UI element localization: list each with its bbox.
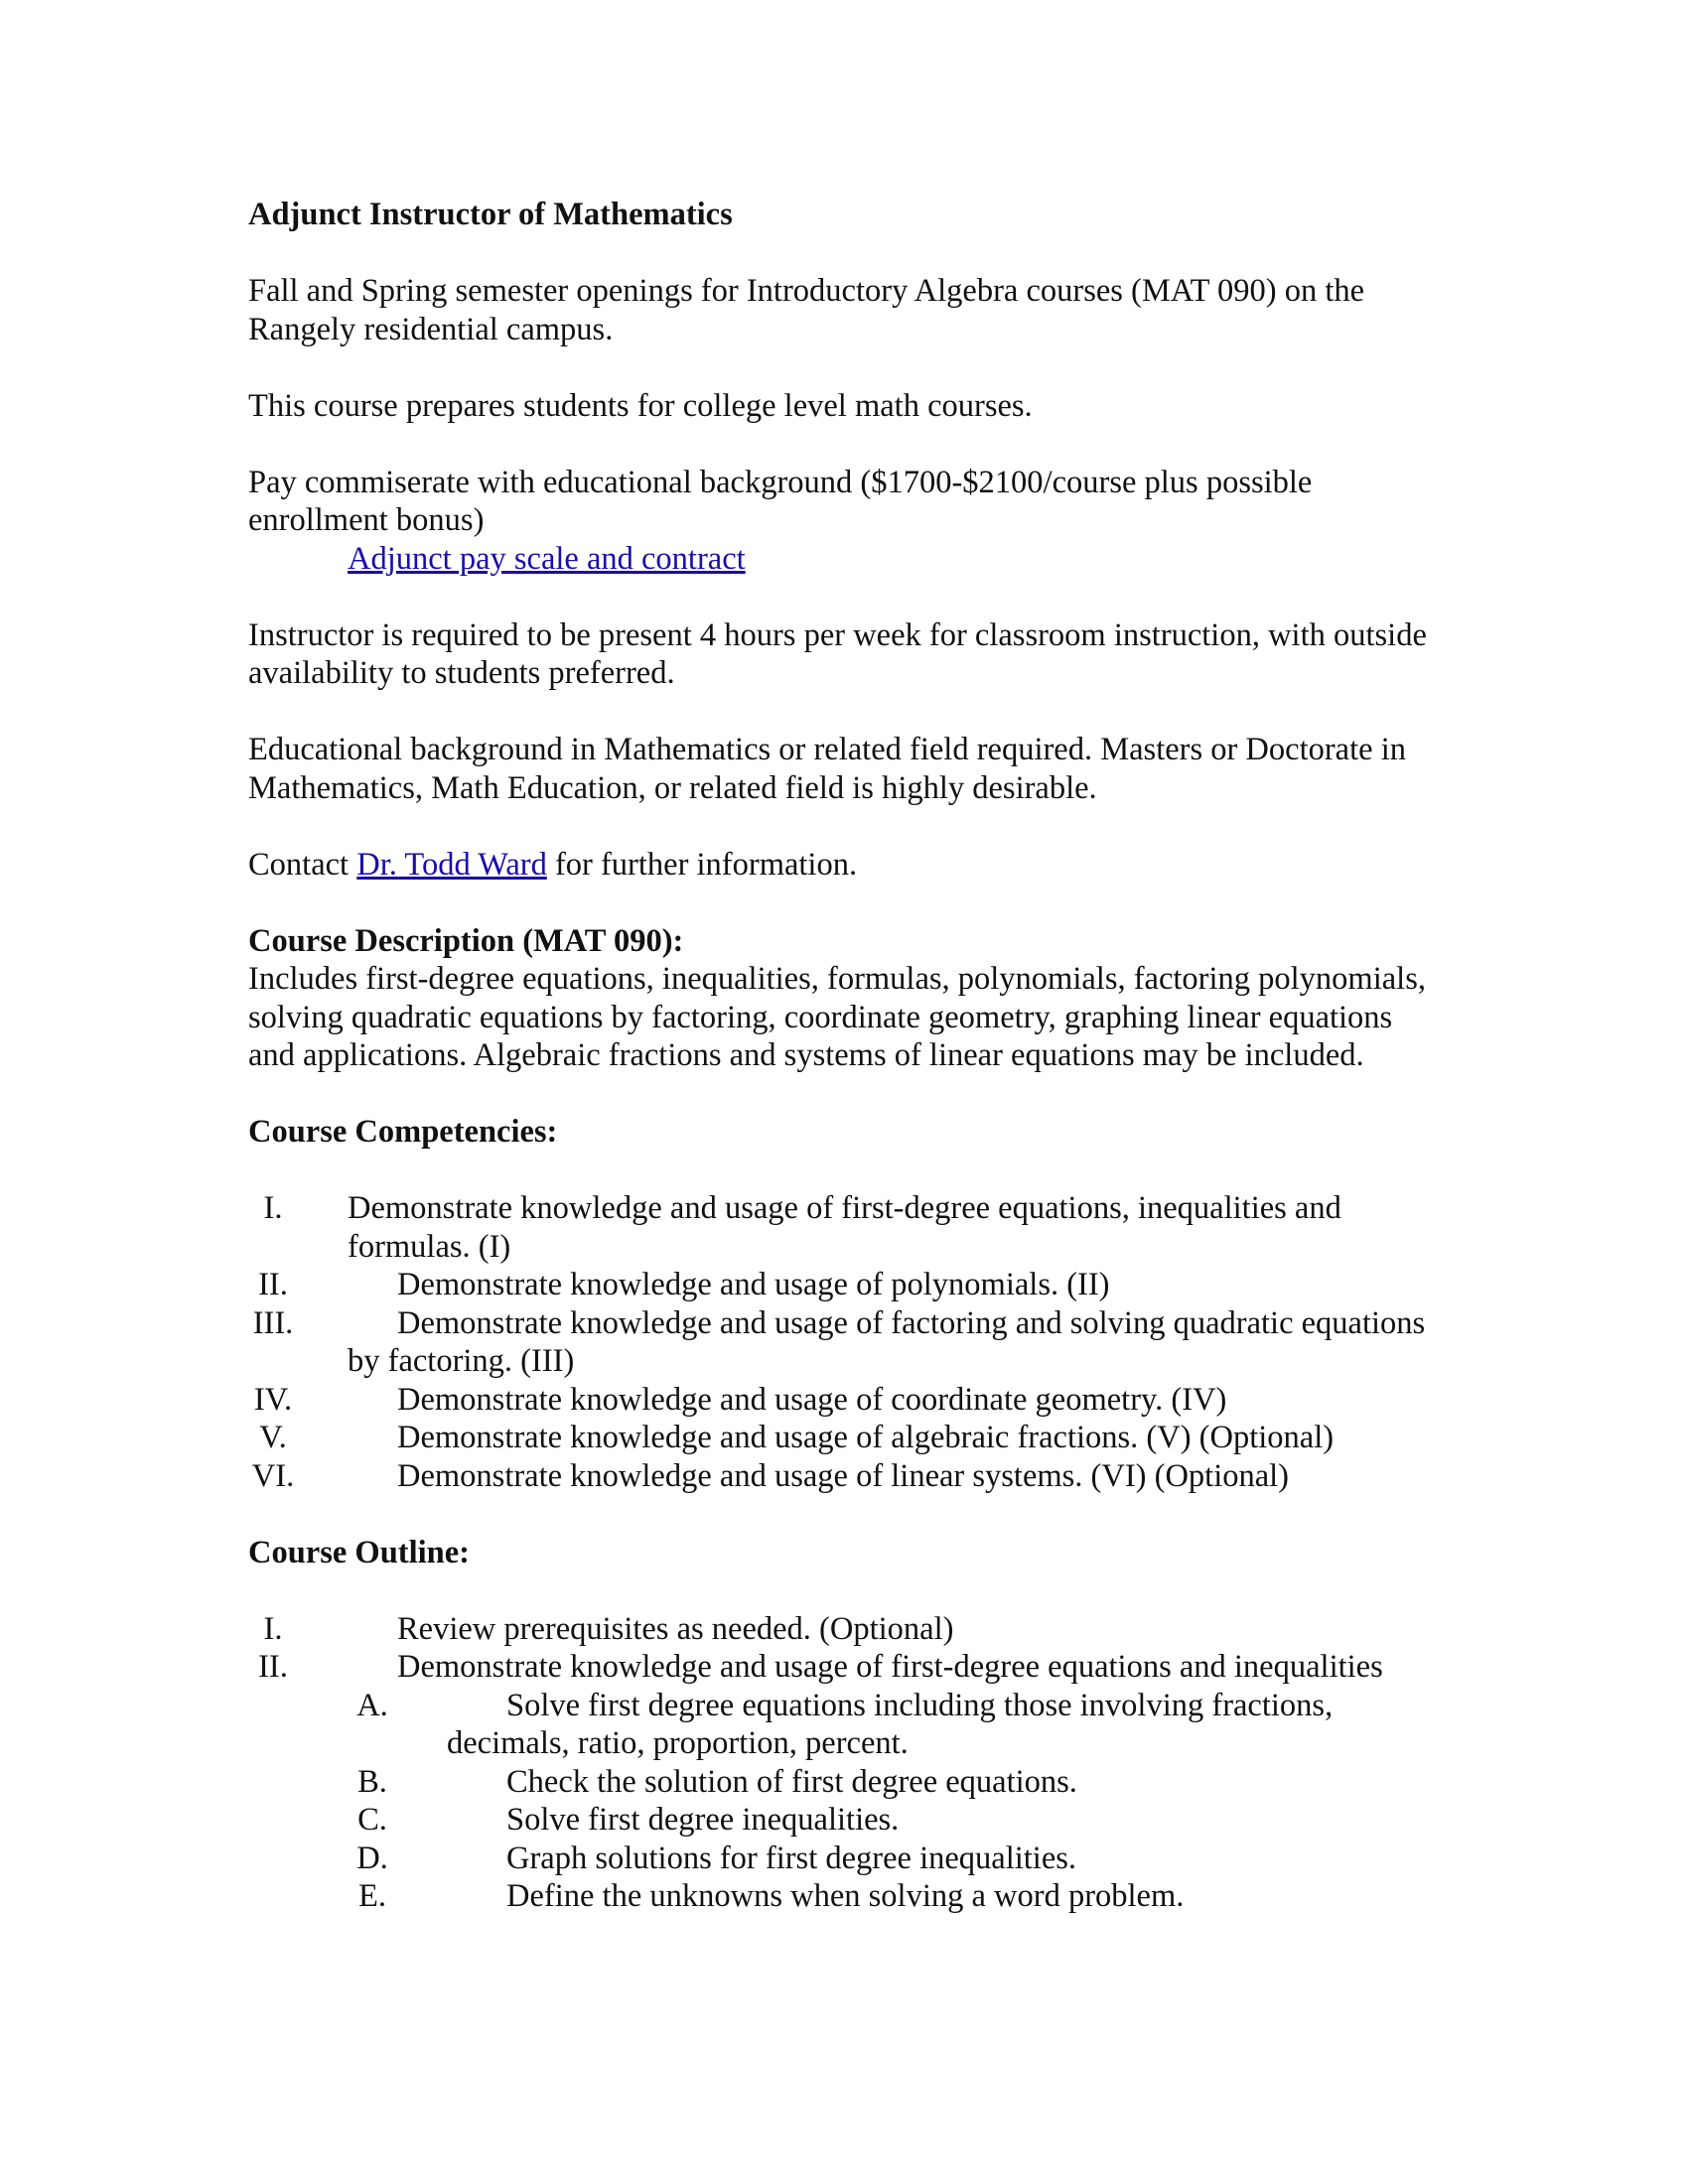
outline-heading: Course Outline: <box>248 1534 470 1570</box>
list-item <box>248 1648 1440 1687</box>
sub-list-letter: B. <box>357 1763 387 1800</box>
education-paragraph: Educational background in Mathematics or related field required. Masters or Doctorate in Mathematics, Math Education, or related field is highly desirable. <box>248 732 1406 806</box>
spacer <box>248 884 1440 922</box>
list-number: VI. <box>251 1457 295 1494</box>
sub-list-item-text: Solve first degree inequalities. <box>506 1802 900 1838</box>
spacer <box>248 234 1440 273</box>
sub-list-item <box>248 1877 1440 1916</box>
presence-paragraph: Instructor is required to be present 4 hours per week for classroom instruction, with outside availability to students preferred. <box>248 616 1427 691</box>
spacer <box>248 1075 1440 1114</box>
sub-list-item <box>248 1687 1440 1763</box>
contact-link[interactable]: Dr. Todd Ward <box>356 846 547 883</box>
spacer <box>248 1152 1440 1190</box>
list-item <box>248 1610 1440 1649</box>
sub-list-item-text: Define the unknowns when solving a word problem. <box>506 1878 1185 1914</box>
sub-list-item-text: Solve first degree equations including those involving fractions, decimals, ratio, proportion, percent. <box>447 1687 1334 1761</box>
list-item-text: Demonstrate knowledge and usage of first-degree equations and inequalities <box>397 1649 1383 1685</box>
pay-paragraph: Pay commiserate with educational background ($1700-$2100/course plus possible enrollment bonus) <box>248 464 1313 538</box>
list-item-text: Demonstrate knowledge and usage of linear systems. (VI) (Optional) <box>397 1457 1290 1494</box>
list-item-text: Demonstrate knowledge and usage of algebraic fractions. (V) (Optional) <box>397 1420 1335 1455</box>
contact-paragraph <box>248 846 1440 885</box>
sub-list-letter: A. <box>356 1687 388 1723</box>
contact-prefix: Contact <box>248 846 350 883</box>
list-item-text: Demonstrate knowledge and usage of factoring and solving quadratic equations by factoring. (III) <box>348 1304 1426 1379</box>
list-item <box>248 1266 1440 1304</box>
spacer <box>248 425 1440 464</box>
list-item-text: Demonstrate knowledge and usage of first-degree equations, inequalities and formulas. (I) <box>348 1190 1341 1265</box>
spacer <box>248 1495 1440 1534</box>
pay-link-line <box>248 540 1440 579</box>
list-number: V. <box>259 1420 287 1455</box>
sub-list-letter: C. <box>357 1802 387 1838</box>
list-item <box>248 1457 1440 1496</box>
openings-paragraph: Fall and Spring semester openings for Introductory Algebra courses (MAT 090) on the Rangely residential campus. <box>248 273 1365 347</box>
sub-list-item-text: Check the solution of first degree equations. <box>506 1763 1077 1800</box>
spacer <box>248 578 1440 616</box>
list-item <box>248 1304 1440 1381</box>
list-number: IV. <box>253 1381 293 1418</box>
list-item-text: Demonstrate knowledge and usage of coordinate geometry. (IV) <box>397 1381 1227 1418</box>
list-item-text: Demonstrate knowledge and usage of polynomials. (II) <box>397 1267 1110 1302</box>
competencies-list <box>248 1189 1440 1495</box>
sub-list-item <box>248 1840 1440 1878</box>
list-number: III. <box>252 1304 294 1341</box>
list-number: II. <box>258 1649 288 1685</box>
contact-suffix: for further information. <box>554 846 858 883</box>
list-item <box>248 1419 1440 1457</box>
list-item <box>248 1189 1440 1266</box>
spacer <box>248 693 1440 732</box>
sub-list-letter: D. <box>356 1840 388 1876</box>
sub-list-item <box>248 1763 1440 1802</box>
list-number: II. <box>258 1267 288 1302</box>
outline-list <box>248 1610 1440 1916</box>
document-page <box>248 196 1440 1916</box>
list-number: I. <box>263 1190 283 1226</box>
competencies-heading: Course Competencies: <box>248 1114 558 1150</box>
sub-list-letter: E. <box>358 1878 386 1914</box>
page-title: Adjunct Instructor of Mathematics <box>248 197 733 232</box>
list-number: I. <box>263 1610 283 1647</box>
spacer <box>248 807 1440 846</box>
list-item <box>248 1381 1440 1420</box>
list-item-text: Review prerequisites as needed. (Optional) <box>397 1610 954 1647</box>
prepares-paragraph: This course prepares students for college level math courses. <box>248 387 1033 424</box>
course-description-text: Includes first-degree equations, inequalities, formulas, polynomials, factoring polynomials, solving quadratic equations by factoring, coordinate geometry, graphing linear equations and applications. Algebraic fractions and systems of linear equations may be included. <box>248 961 1426 1073</box>
course-description-heading: Course Description (MAT 090): <box>248 922 684 959</box>
sub-list-item <box>248 1801 1440 1840</box>
pay-scale-link[interactable]: Adjunct pay scale and contract <box>348 540 746 577</box>
spacer <box>248 1571 1440 1610</box>
spacer <box>248 348 1440 387</box>
sub-list-item-text: Graph solutions for first degree inequalities. <box>506 1840 1077 1876</box>
